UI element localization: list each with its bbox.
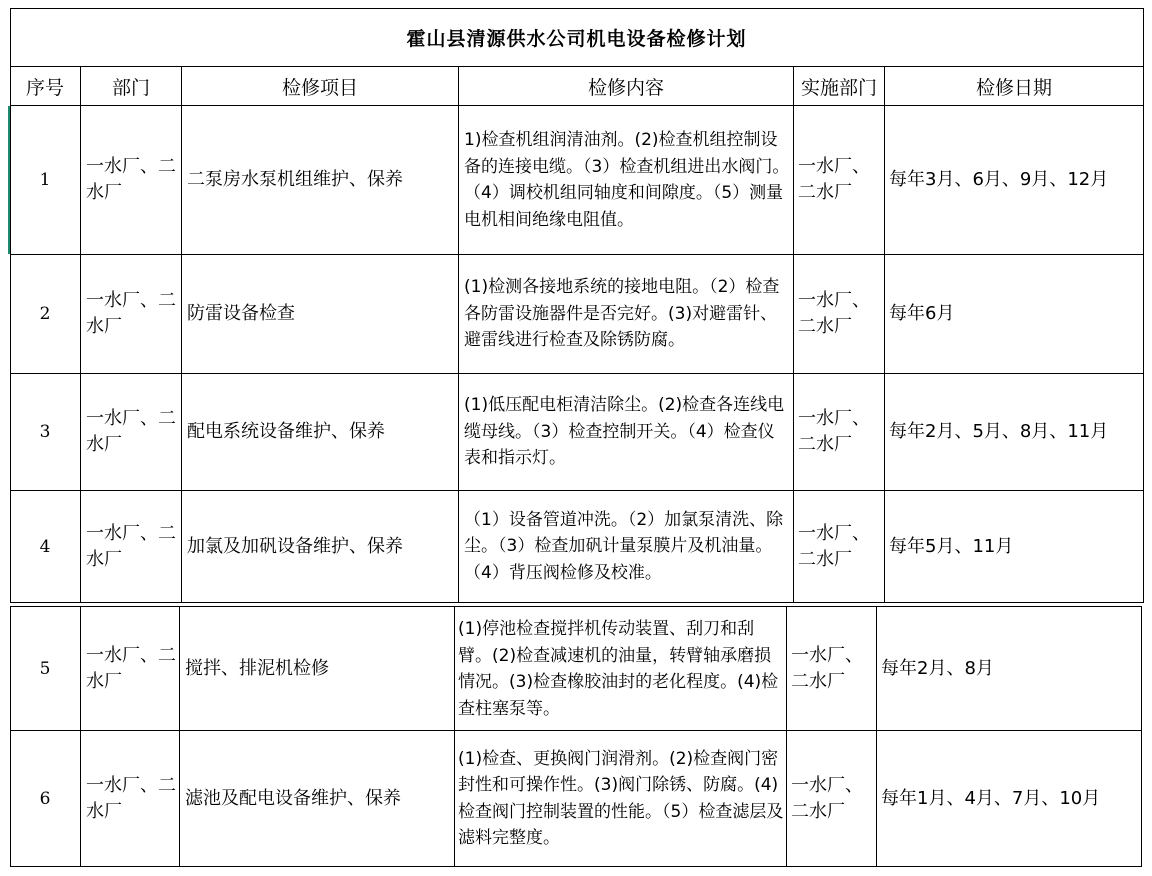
row-2-dept: 一水厂、二水厂 [86,290,176,337]
row-1-no: 1 [39,170,51,190]
grid-line [876,606,877,867]
row-4-date: 每年5月、11月 [889,535,1014,557]
row-3-impl: 一水厂、二水厂 [798,408,870,455]
document-title: 霍山县清源供水公司机电设备检修计划 [406,27,747,50]
row-5-content: (1)停池检查搅拌机传动装置、刮刀和刮臂。(2)检查减速机的油量，转臂轴承磨损情况。(3)检查橡胶油封的老化程度。(4)检查柱塞泵等。 [458,619,779,719]
header-no: 序号 [25,76,64,99]
grid-line [10,8,11,603]
row-4-content: （1）设备管道冲洗。（2）加氯泵清洗、除尘。（3）检查加矾计量泵膜片及机油量。（4）背压阀检修及校准。 [464,509,784,583]
row-6-content: (1)检查、更换阀门润滑剂。(2)检查阀门密封性和可操作性。(3)阀门除锈、防腐。(4)检查阀门控制装置的性能。（5）检查滤层及滤料完整度。 [458,748,784,848]
row-2-date: 每年6月 [889,303,955,324]
row-4-item: 加氯及加矾设备维护、保养 [187,535,403,557]
grid-line [458,66,459,603]
header-impl: 实施部门 [800,76,877,99]
row-2-content: (1)检测各接地系统的接地电阻。（2）检查各防雷设施器件是否完好。(3)对避雷针、避雷线进行检查及除锈防腐。 [464,277,780,351]
grid-line [454,606,455,867]
row-3-content: (1)低压配电柜清洁除尘。(2)检查各连线电缆母线。（3）检查控制开关。（4）检查仪表和指示灯。 [464,395,785,469]
row-1-date: 每年3月、6月、9月、12月 [889,169,1109,190]
grid-line [884,66,885,603]
row-1-item: 二泵房水泵机组维护、保养 [187,169,403,190]
grid-line [80,606,81,867]
row-1-dept: 一水厂、二水厂 [86,156,176,203]
grid-line [793,66,794,603]
header-date: 检修日期 [975,76,1052,99]
row-5-item: 搅拌、排泥机检修 [185,658,329,679]
row-6-dept: 一水厂、二水厂 [86,774,176,822]
row-5-no: 5 [39,659,51,679]
grid-line [10,606,11,867]
grid-line [80,66,81,603]
row-4-no: 4 [39,536,51,557]
row-2-item: 防雷设备检查 [187,303,295,324]
grid-line [10,8,1144,9]
grid-line [179,606,180,867]
header-item: 检修项目 [281,76,358,99]
row-5-dept: 一水厂、二水厂 [86,645,176,692]
header-dept: 部门 [111,76,150,99]
grid-line [181,66,182,603]
row-3-item: 配电系统设备维护、保养 [187,421,385,442]
row-4-dept: 一水厂、二水厂 [86,522,176,570]
row-2-impl: 一水厂、二水厂 [798,290,870,337]
row-6-no: 6 [39,788,51,809]
row-6-date: 每年1月、4月、7月、10月 [881,787,1101,809]
cell-selection-indicator [8,106,10,254]
row-3-dept: 一水厂、二水厂 [86,408,176,455]
row-1-content: 1)检查机组润清油剂。(2)检查机组控制设备的连接电缆。（3）检查机组进出水阀门。（4）调校机组同轴度和间隙度。（5）测量电机相间绝缘电阻值。 [464,130,790,230]
row-1-impl: 一水厂、二水厂 [798,156,870,203]
header-content: 检修内容 [587,76,664,99]
row-3-no: 3 [39,422,51,442]
row-4-impl: 一水厂、二水厂 [798,522,870,570]
row-3-date: 每年2月、5月、8月、11月 [889,421,1109,442]
row-5-date: 每年2月、8月 [881,658,994,679]
row-6-item: 滤池及配电设备维护、保养 [185,787,401,809]
row-5-impl: 一水厂、二水厂 [791,645,863,692]
row-2-no: 2 [39,304,51,324]
grid-line [786,606,787,867]
grid-line [1141,606,1142,867]
row-6-impl: 一水厂、二水厂 [791,774,863,822]
grid-line [1143,8,1144,603]
